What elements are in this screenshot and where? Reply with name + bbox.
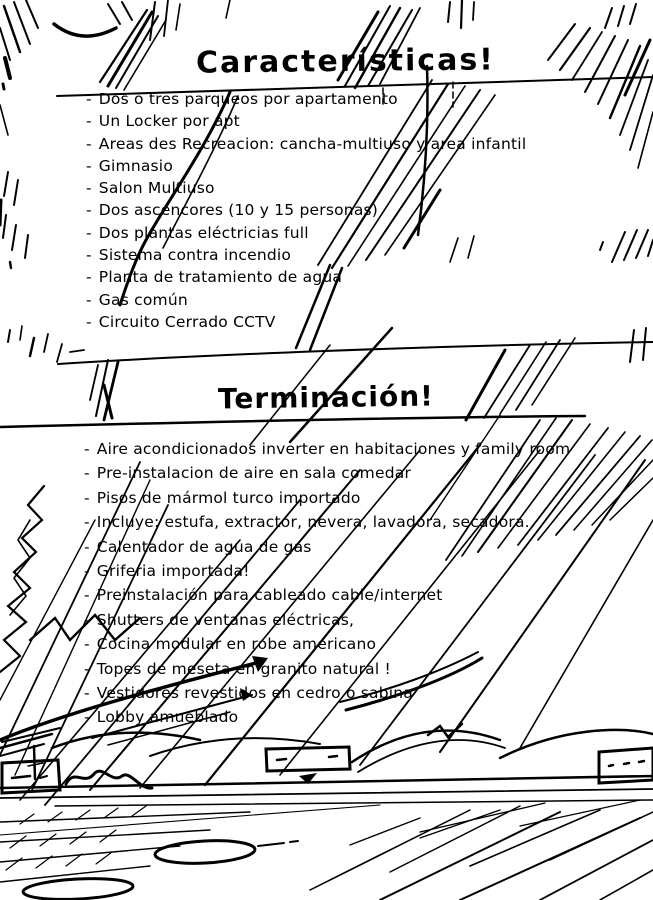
list-item <box>84 611 570 635</box>
list-item <box>86 135 526 157</box>
list-item <box>84 513 570 537</box>
list-item <box>84 660 570 684</box>
list-item-text: Pre-instalacion de aire en sala comedar <box>96 464 412 483</box>
list-item <box>86 224 526 246</box>
list-item-text: Calentador de agua de gas <box>96 537 312 556</box>
list-item-text: Circuito Cerrado CCTV <box>98 312 276 331</box>
list-item <box>86 157 526 179</box>
list-item <box>86 179 526 201</box>
terminacion-list <box>84 440 570 733</box>
bullet-dash: - <box>84 586 90 605</box>
bullet-dash: - <box>86 156 92 175</box>
list-item-text: Areas des Recreacion: cancha-multiuso y area infantil <box>98 134 527 153</box>
list-item-text: Preinstalación para cableado cable/internet <box>96 586 443 605</box>
bullet-dash: - <box>84 464 90 483</box>
bullet-dash: - <box>86 312 92 331</box>
list-item <box>84 635 570 659</box>
section-title-terminacion: Terminación! <box>217 379 435 416</box>
list-item <box>86 90 526 112</box>
bullet-dash: - <box>86 290 92 309</box>
list-item-text: Cocina modular en robe americano <box>96 635 377 654</box>
list-item-text: Dos o tres parqueos por apartamento <box>98 90 398 108</box>
list-item-text: Griferia importada! <box>96 561 250 580</box>
list-item <box>84 684 570 708</box>
list-item-text: Topes de meseta en granito natural ! <box>96 659 391 678</box>
list-item-text: Un Locker por apt <box>98 112 240 131</box>
list-item-text: Dos plantas eléctricias full <box>98 223 309 242</box>
list-item-text: Sistema contra incendio <box>98 246 292 265</box>
bullet-dash: - <box>84 659 90 678</box>
list-item-text: Salon Multiuso <box>98 179 215 198</box>
list-item <box>84 708 570 732</box>
bullet-dash: - <box>86 179 92 198</box>
list-item <box>86 246 526 268</box>
bullet-dash: - <box>84 513 90 532</box>
list-item-text: Shutters de ventanas eléctricas, <box>96 610 355 629</box>
bullet-dash: - <box>86 268 92 287</box>
list-item-text: Vestidores revestidos en cedro o sabina <box>96 683 414 702</box>
bullet-dash: - <box>84 440 90 458</box>
bullet-dash: - <box>84 488 90 507</box>
bullet-dash: - <box>86 112 92 131</box>
list-item <box>84 464 570 488</box>
list-item <box>86 201 526 223</box>
list-item-text: Lobby amueblado <box>96 708 239 727</box>
bullet-dash: - <box>84 561 90 580</box>
list-item-text: Gimnasio <box>98 156 174 175</box>
list-item-text: Gas común <box>98 290 188 309</box>
bullet-dash: - <box>84 708 90 727</box>
list-item <box>84 489 570 513</box>
list-item-text: Incluye: estufa, extractor, nevera, lavadora, secadora. <box>96 513 530 532</box>
list-item <box>84 440 570 464</box>
list-item-text: Dos ascencores (10 y 15 personas) <box>98 201 379 220</box>
section-title-caracteristicas: Características! <box>195 42 496 81</box>
bullet-dash: - <box>86 201 92 220</box>
caracteristicas-list <box>86 90 526 335</box>
list-item <box>84 538 570 562</box>
bullet-dash: - <box>84 537 90 556</box>
list-item-text: Pisos de mármol turco importado <box>96 488 361 507</box>
bullet-dash: - <box>86 246 92 265</box>
bullet-dash: - <box>84 635 90 654</box>
bullet-dash: - <box>86 134 92 153</box>
list-item <box>84 562 570 586</box>
list-item <box>86 268 526 290</box>
list-item-text: Aire acondicionados inverter en habitaciones y family room <box>96 440 571 458</box>
list-item <box>86 291 526 313</box>
list-item <box>84 586 570 610</box>
bullet-dash: - <box>86 223 92 242</box>
bullet-dash: - <box>84 610 90 629</box>
list-item-text: Planta de tratamiento de agua <box>98 268 343 287</box>
list-item <box>86 112 526 134</box>
bullet-dash: - <box>86 90 92 108</box>
list-item <box>86 313 526 335</box>
bullet-dash: - <box>84 683 90 702</box>
